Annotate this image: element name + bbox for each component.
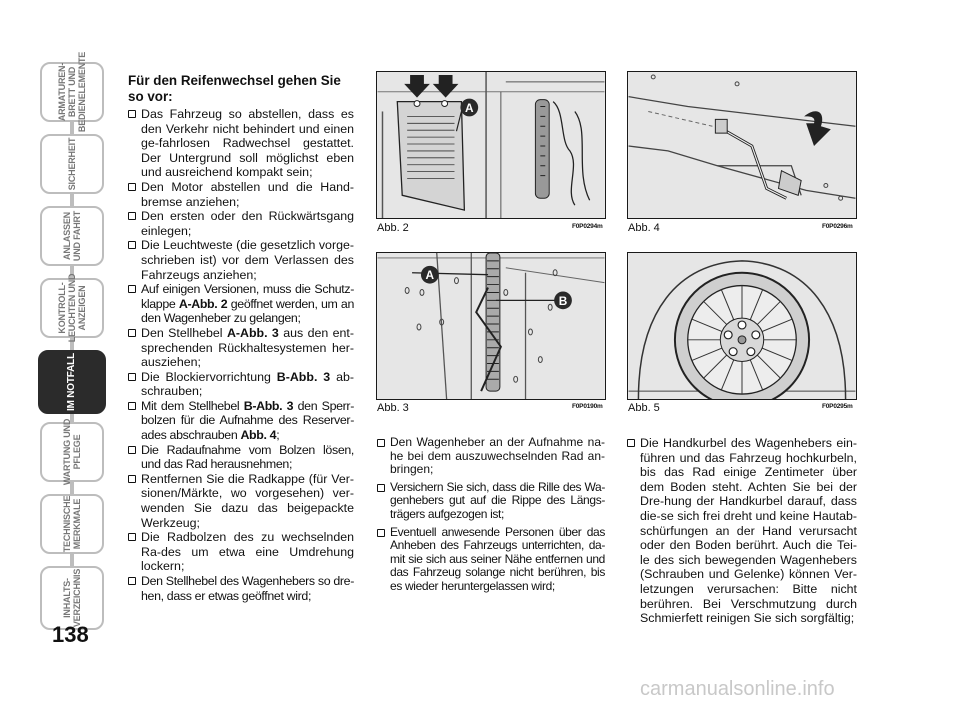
list-item: Die Blockiervorrichtung B-Abb. 3 ab-schrauben;	[128, 370, 354, 399]
tab-armaturenbrett[interactable]	[40, 51, 104, 133]
list-item: Rentfernen Sie die Radkappe (für Ver-sionen/Märkte, wo vorgesehen) ver-wenden Sie dazu das beigepackte Werkzeug;	[128, 472, 354, 530]
checkbox-bullet-icon	[377, 529, 385, 537]
checkbox-bullet-icon	[128, 212, 136, 220]
jack-compartment-illustration	[377, 72, 605, 218]
checkbox-bullet-icon	[128, 183, 136, 191]
checkbox-bullet-icon	[377, 484, 385, 492]
wheel-illustration	[628, 253, 856, 399]
tab-wartung[interactable]	[40, 418, 104, 486]
tab-label: ANLASSEN UND FAHRT	[62, 210, 82, 262]
figure-caption: Abb. 4	[628, 222, 660, 234]
list-item: Das Fahrzeug so abstellen, dass es den Verkehr nicht behindert und einen ge-fahrlosen Radwechsel gestattet. Der Untergrund soll möglichst eben und ausreichend kompakt sein;	[128, 107, 354, 180]
callout-a: A	[465, 100, 474, 115]
checkbox-bullet-icon	[128, 241, 136, 249]
list-item: Die Radbolzen des zu wechselnden Ra-des um etwa eine Umdrehung lockern;	[128, 530, 354, 574]
instruction-column-3	[627, 436, 857, 626]
tab-label: KONTROLL- LEUCHTEN UND ANZEIGEN	[57, 273, 87, 343]
checkbox-bullet-icon	[128, 110, 136, 118]
checkbox-bullet-icon	[128, 577, 136, 585]
checkbox-bullet-icon	[627, 439, 635, 447]
callout-b: B	[558, 293, 568, 308]
checkbox-bullet-icon	[128, 373, 136, 381]
list-item: Die Leuchtweste (die gesetzlich vorge-schrieben ist) vor dem Verlassen des Fahrzeugs anziehen;	[128, 238, 354, 282]
figure-code: F0P0190m	[572, 403, 603, 410]
figure-code: F0P0294m	[572, 223, 603, 230]
checkbox-bullet-icon	[128, 446, 136, 454]
spare-wheel-bolt-illustration	[628, 72, 856, 218]
figure-abb5	[627, 252, 857, 400]
figure-caption: Abb. 3	[377, 402, 409, 414]
tab-anlassen[interactable]	[40, 206, 104, 266]
figure-reference: A-Abb. 3	[226, 325, 279, 340]
tab-label: SICHERHEIT	[67, 137, 77, 191]
checkbox-bullet-icon	[128, 402, 136, 410]
tab-label: WARTUNG UND PFLEGE	[62, 418, 82, 486]
page-number: 138	[52, 622, 89, 647]
list-item: Den ersten oder den Rückwärtsgang einlegen;	[128, 209, 354, 238]
figure-code: F0P0296m	[822, 223, 853, 230]
list-item: Die Handkurbel des Wagenhebers ein-führen und das Fahrzeug hochkurbeln, bis das Rad einige Zentimeter über dem Boden steht. Achten Sie bei der Dre-hung der Handkurbel darauf, dass die-se sich frei dreht und keine Hautab-schürfungen an der Hand verursacht oder den Boden berührt. Auch die Tei-le des sich bewegenden Wagenhebers (Schrauben und Gelenke) können Ver-letzungen verursachen: Bitte nicht berühren. Bei Verschmutzung durch Schmierfett reinigen Sie sich sorgfältig;	[627, 436, 857, 626]
figure-reference: Abb. 4	[240, 428, 277, 443]
list-item: Mit dem Stellhebel B-Abb. 3 den Sperr-bolzen für die Aufnahme des Reserver-ades abschrauben Abb. 4;	[128, 399, 354, 443]
tab-label: IM NOTFALL	[66, 353, 77, 411]
figure-code: F0P0295m	[822, 403, 853, 410]
checkbox-bullet-icon	[128, 533, 136, 541]
figure-caption: Abb. 2	[377, 222, 409, 234]
figure-reference: B-Abb. 3	[243, 398, 294, 413]
checkbox-bullet-icon	[377, 439, 385, 447]
watermark: carmanualsonline.info	[640, 678, 835, 700]
figure-reference: B-Abb. 3	[276, 369, 331, 384]
list-item: Den Motor abstellen und die Hand-bremse anziehen;	[128, 180, 354, 209]
section-heading: Für den Reifenwechsel gehen Sie so vor:	[128, 73, 341, 104]
figure-abb4	[627, 71, 857, 219]
tab-label: ARMATUREN- BRETT UND BEDIENELEMENTE	[57, 51, 87, 133]
figure-abb3	[376, 252, 606, 400]
checkbox-bullet-icon	[128, 475, 136, 483]
list-item: Den Stellhebel A-Abb. 3 aus den ent-sprechenden Rückhaltesystemen her-ausziehen;	[128, 326, 354, 370]
instruction-column-1	[128, 73, 354, 603]
tab-label: TECHNISCHE MERKMALE	[62, 495, 82, 553]
figure-abb2	[376, 71, 606, 219]
list-item: Eventuell anwesende Personen über das Anheben des Fahrzeugs unterrichten, da-mit sie sich aus seiner Nähe entfernen und das Fahrzeug solange nicht berühren, bis es wieder heruntergelassen wird;	[377, 526, 605, 594]
checkbox-bullet-icon	[128, 285, 136, 293]
tab-im-notfall[interactable]	[38, 350, 106, 414]
jack-lever-illustration	[377, 253, 605, 399]
tab-label: INHALTS- VERZEICHNIS	[62, 568, 82, 628]
list-item: Versichern Sie sich, dass die Rille des Wa-genhebers gut auf die Rippe des Längs-trägers aufgezogen ist;	[377, 481, 605, 522]
figure-reference: A-Abb. 2	[178, 296, 228, 311]
list-item: Die Radaufnahme vom Bolzen lösen, und das Rad herausnehmen;	[128, 443, 354, 472]
tab-inhaltsverzeichnis[interactable]	[40, 566, 104, 630]
tab-kontrollleuchten[interactable]	[40, 273, 104, 343]
instruction-column-2	[377, 436, 605, 598]
figure-caption: Abb. 5	[628, 402, 660, 414]
tab-technische-merkmale[interactable]	[40, 494, 104, 554]
list-item: Den Stellhebel des Wagenhebers so dre-hen, dass er etwas geöffnet wird;	[128, 574, 354, 603]
list-item: Auf einigen Versionen, muss die Schutz-klappe A-Abb. 2 geöffnet werden, um an den Wagenheber zu gelangen;	[128, 282, 354, 326]
checkbox-bullet-icon	[128, 329, 136, 337]
list-item: Den Wagenheber an der Aufnahme na-he bei dem auszuwechselnden Rad an-bringen;	[377, 436, 605, 477]
callout-a: A	[425, 268, 435, 283]
tab-sicherheit[interactable]	[40, 134, 104, 194]
